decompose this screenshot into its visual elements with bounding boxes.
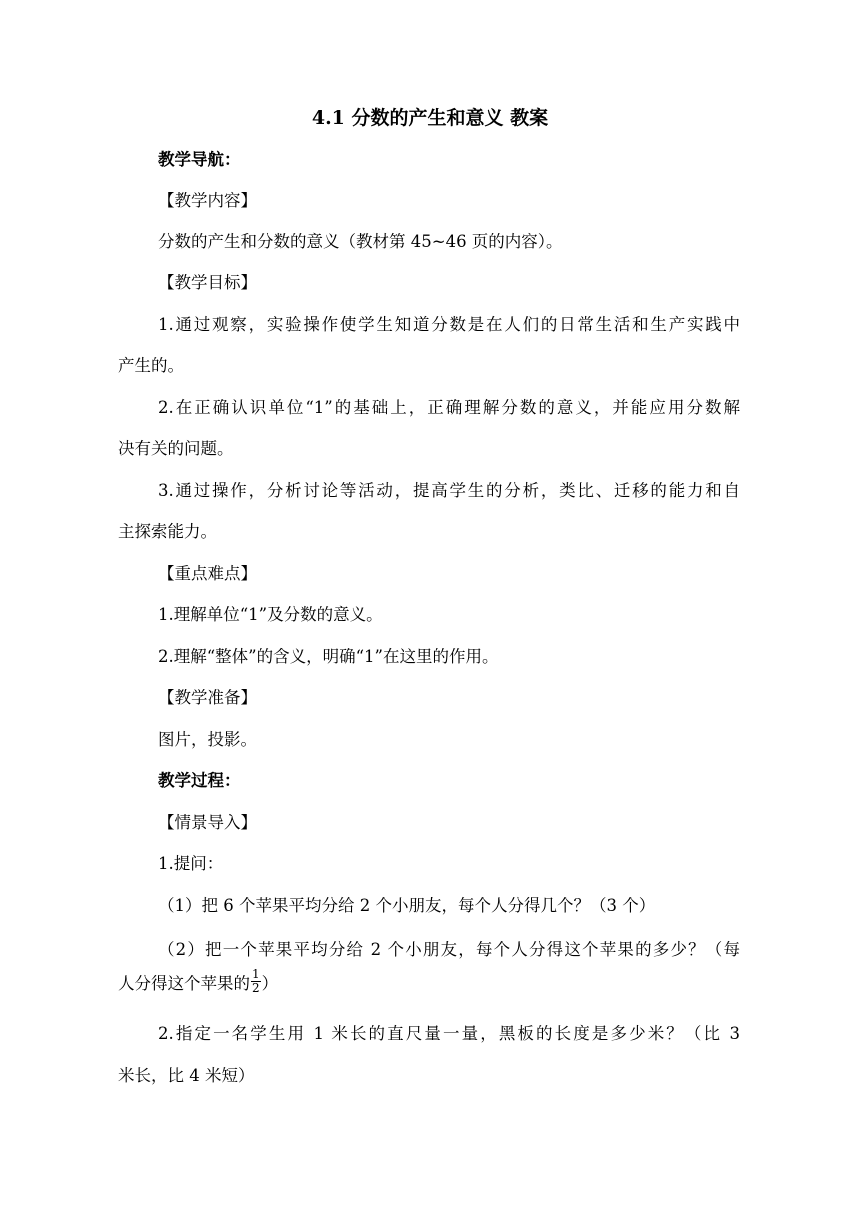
document-title: 4.1 分数的产生和意义 教案 xyxy=(311,107,549,129)
intro-heading: 【情景导入】 xyxy=(158,813,257,832)
question-2-line-1: （2）把一个苹果平均分给 2 个小朋友，每个人分得这个苹果的多少？（每 xyxy=(158,940,740,959)
question-2-line-2 xyxy=(118,967,279,995)
process-heading: 教学过程： xyxy=(158,771,241,790)
key-heading: 【重点难点】 xyxy=(158,564,257,583)
nav-heading: 教学导航： xyxy=(158,150,241,169)
question-1: （1）把 6 个苹果平均分给 2 个小朋友，每个人分得几个？（3 个） xyxy=(158,896,656,915)
question-3-line-2: 米长，比 4 米短） xyxy=(118,1066,255,1085)
prep-text: 图片，投影。 xyxy=(158,730,257,749)
content-heading: 【教学内容】 xyxy=(158,191,257,210)
goal-1-line-2: 产生的。 xyxy=(118,356,184,375)
question-2-line-2-text: 人分得这个苹果的 xyxy=(118,974,250,993)
goal-3-line-2: 主探索能力。 xyxy=(118,522,217,541)
key-point-1: 1.理解单位“1”及分数的意义。 xyxy=(158,605,383,624)
question-3-line-1: 2.指定一名学生用 1 米长的直尺量一量，黑板的长度是多少米？（比 3 xyxy=(158,1024,740,1043)
goal-2-line-1: 2.在正确认识单位“1”的基础上，正确理解分数的意义，并能应用分数解 xyxy=(158,398,740,417)
goal-3-line-1: 3.通过操作，分析讨论等活动，提高学生的分析，类比、迁移的能力和自 xyxy=(158,481,740,500)
ask-label: 1.提问： xyxy=(158,854,224,873)
goal-2-line-2: 决有关的问题。 xyxy=(118,439,234,458)
prep-heading: 【教学准备】 xyxy=(158,688,257,707)
content-text: 分数的产生和分数的意义（教材第 45~46 页的内容）。 xyxy=(158,232,563,251)
goals-heading: 【教学目标】 xyxy=(158,273,257,292)
key-point-2: 2.理解“整体”的含义，明确“1”在这里的作用。 xyxy=(158,647,499,666)
fraction-denominator: 2 xyxy=(252,981,260,995)
goal-1-line-1: 1.通过观察，实验操作使学生知道分数是在人们的日常生活和生产实践中 xyxy=(158,315,740,334)
question-2-line-2-close: ） xyxy=(261,974,279,993)
fraction-one-half xyxy=(251,968,261,995)
fraction-numerator: 1 xyxy=(252,967,260,981)
